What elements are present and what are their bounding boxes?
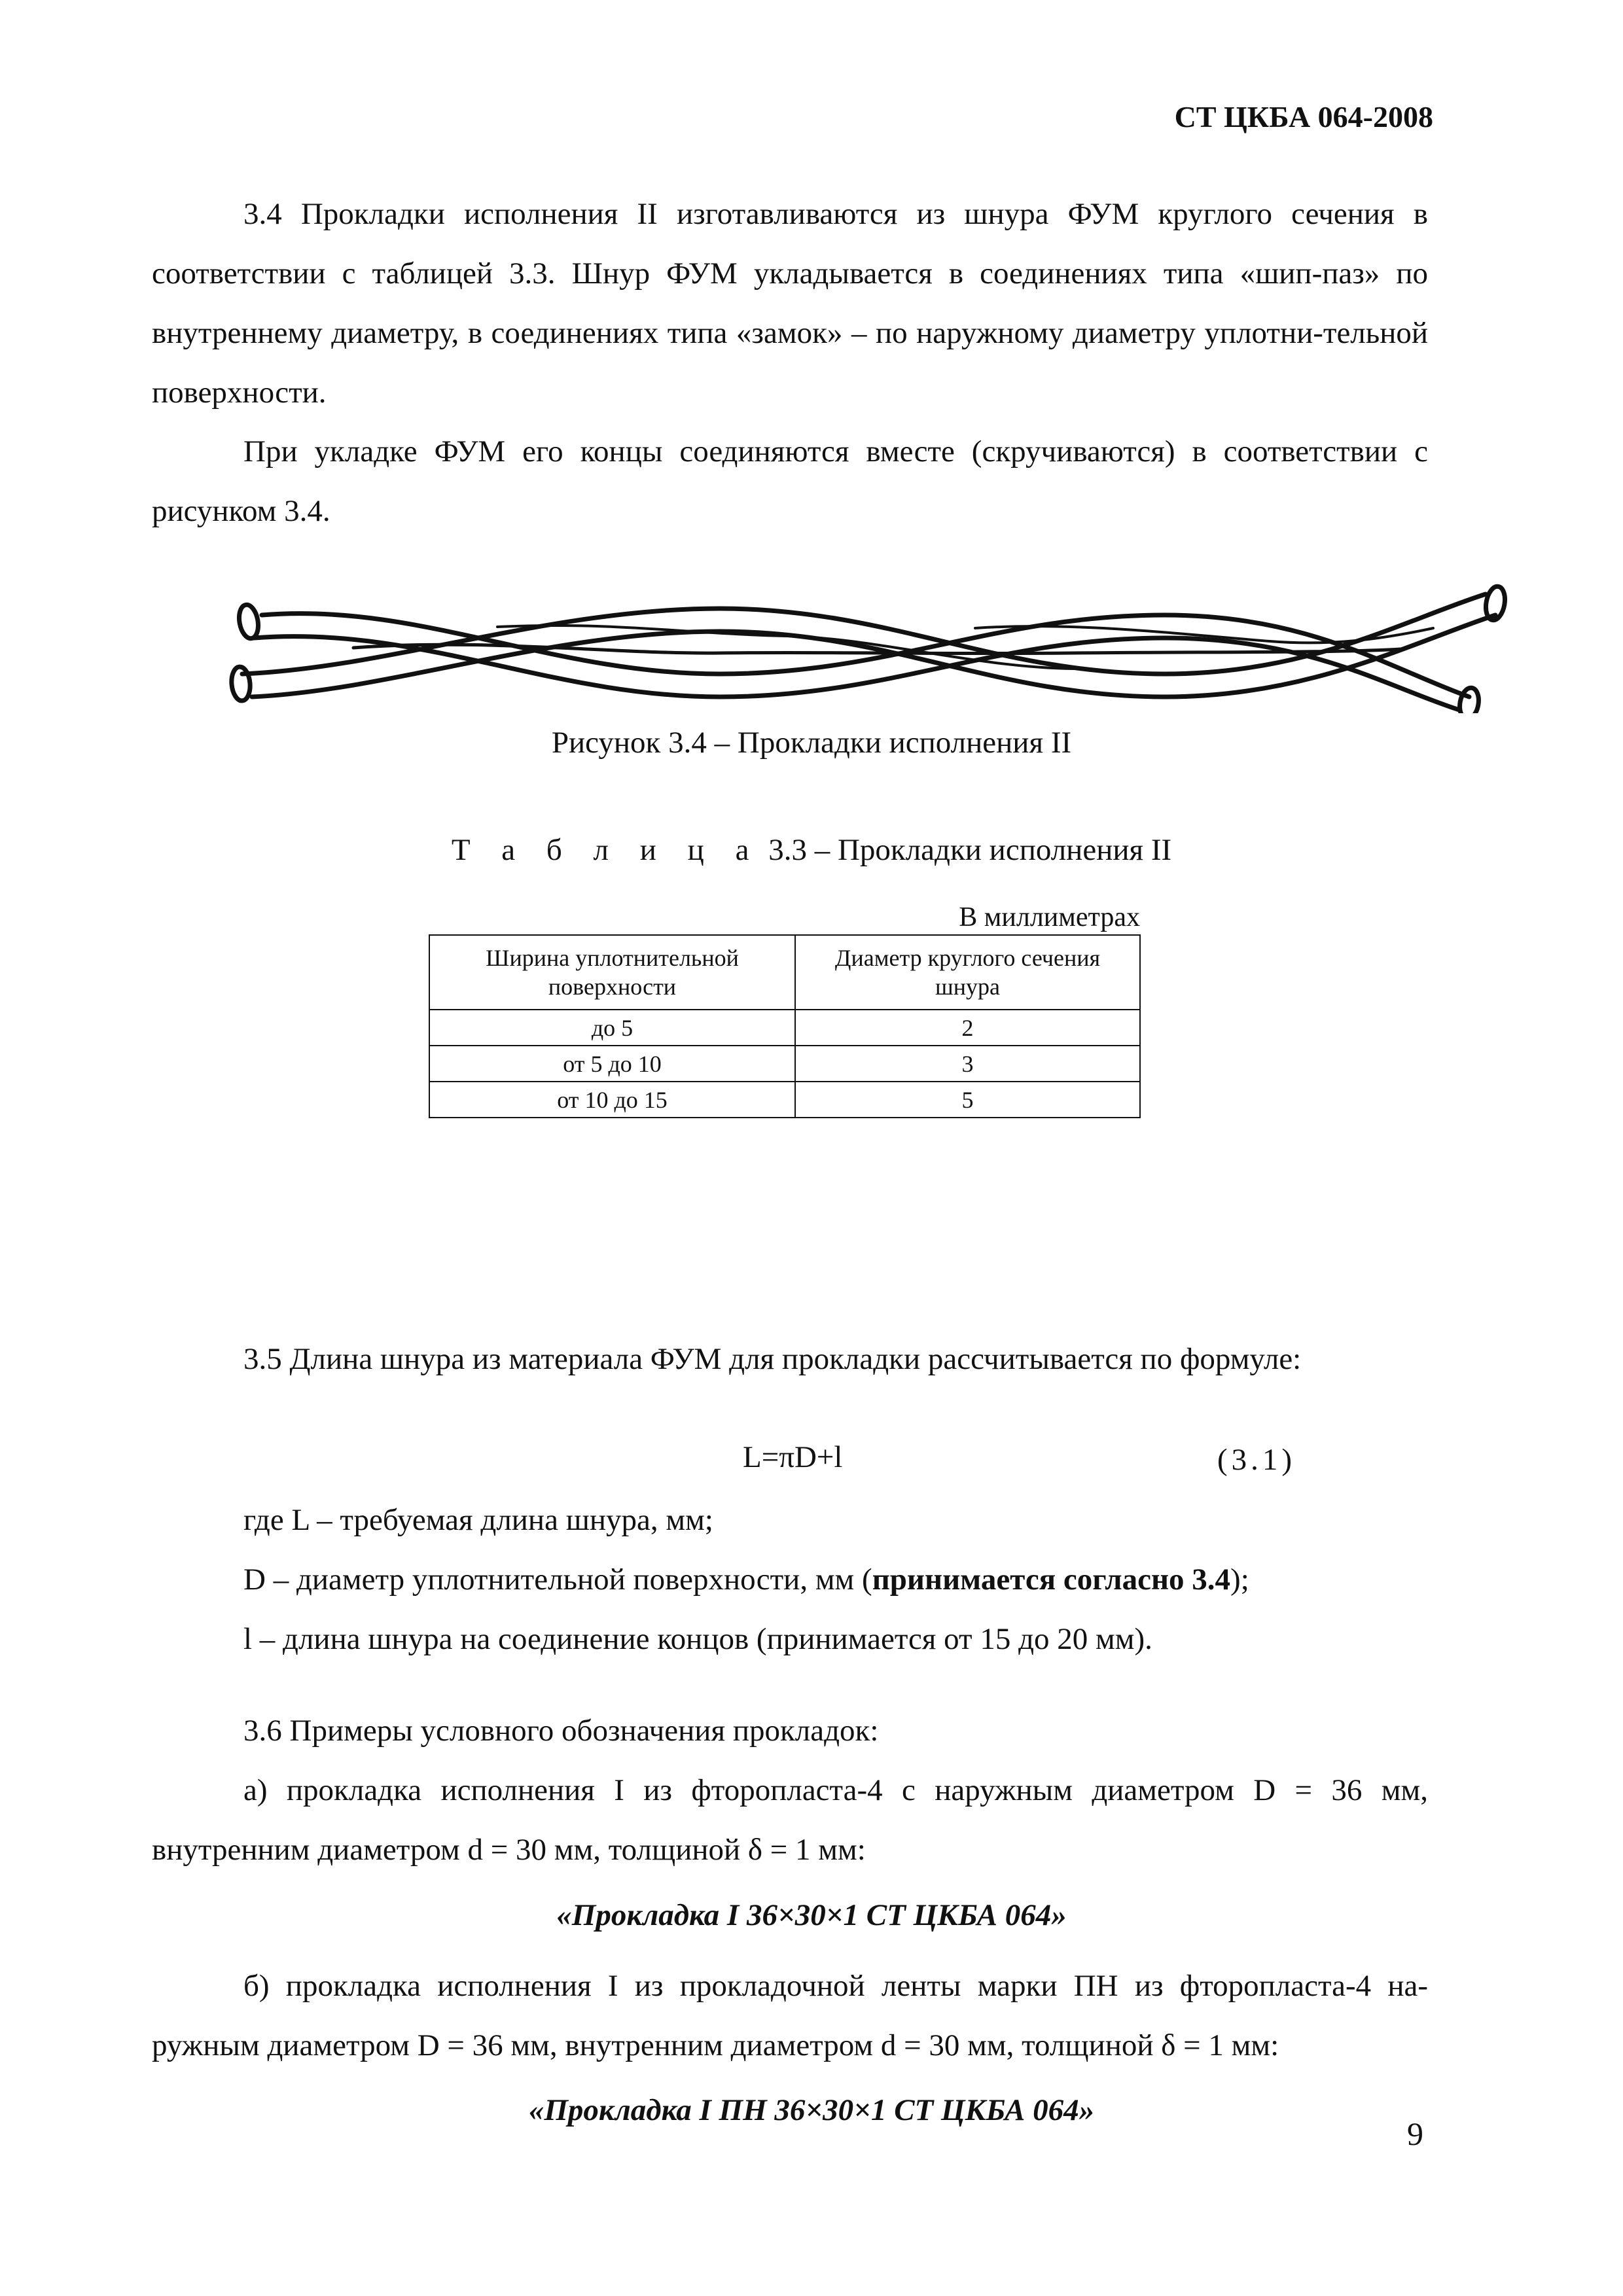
section-3-4-paragraph: 3.4 Прокладки исполнения II изготавливаются из шнура ФУМ круглого сечения в соответствии с таблицей 3.3. Шнур ФУМ укладывается в соединениях типа «шип-паз» по внутреннему диаметру, в соединениях типа «замок» – по наружному диаметру уплотни-тельной поверхности. xyxy=(152,197,1428,410)
cell-diameter: 5 xyxy=(795,1082,1140,1118)
formula: L=πD+l xyxy=(743,1440,843,1474)
where-D-bold: принимается согласно 3.4 xyxy=(872,1563,1231,1597)
formula-number: (3.1) xyxy=(1217,1443,1296,1477)
header-surface-width: Ширина уплотнительной поверхности xyxy=(429,935,795,1010)
cord-end-left-top xyxy=(237,603,261,640)
twisted-cord-figure xyxy=(223,576,1518,713)
figure-caption: Рисунок 3.4 – Прокладки исполнения II xyxy=(551,726,1072,760)
example-a-designation: «Прокладка I 36×30×1 СТ ЦКБА 064» xyxy=(556,1898,1067,1932)
cord-end-right-bottom xyxy=(1457,686,1481,713)
where-D-text: D – диаметр уплотнительной поверхности, мм ( xyxy=(243,1563,872,1597)
table-title-text: 3.3 – Прокладки исполнения II xyxy=(768,833,1172,867)
table-units: В миллиметрах xyxy=(959,902,1140,932)
where-l-line: l – длина шнура на соединение концов (принимается от 15 до 20 мм). xyxy=(243,1622,1152,1656)
example-a-text: а) прокладка исполнения I из фторопласта-4 с наружным диаметром D = 36 мм, внутренним диаметром d = 30 мм, толщиной δ = 1 мм: xyxy=(152,1773,1428,1867)
table-row xyxy=(429,1010,1140,1046)
section-3-6-title: 3.6 Примеры условного обозначения прокладок: xyxy=(243,1714,879,1748)
table-label: Т а б л и ц а xyxy=(451,833,761,867)
document-code-header: СТ ЦКБА 064-2008 xyxy=(1174,100,1433,133)
header-cord-diameter: Диаметр круглого сечения шнура xyxy=(795,935,1140,1010)
cell-width: от 10 до 15 xyxy=(429,1082,795,1118)
cell-width: до 5 xyxy=(429,1010,795,1046)
where-D-line xyxy=(243,1550,1428,1610)
gasket-table xyxy=(429,934,1141,1118)
cord-end-left-bottom xyxy=(230,666,251,701)
example-b-text: б) прокладка исполнения I из прокладочной ленты марки ПН из фторопласта-4 на-ружным диаметром D = 36 мм, внутренним диаметром d = 30 мм, толщиной δ = 1 мм: xyxy=(152,1969,1428,2062)
section-3-4-paragraph-2: При укладке ФУМ его концы соединяются вместе (скручиваются) в соответствии с рисунком 3.4. xyxy=(152,434,1428,528)
example-b-designation: «Прокладка I ПН 36×30×1 СТ ЦКБА 064» xyxy=(528,2093,1095,2127)
cell-diameter: 3 xyxy=(795,1046,1140,1082)
where-L-line: где L – требуемая длина шнура, мм; xyxy=(243,1503,713,1537)
section-3-5-paragraph: 3.5 Длина шнура из материала ФУМ для прокладки рассчитывается по формуле: xyxy=(243,1342,1302,1376)
cell-diameter: 2 xyxy=(795,1010,1140,1046)
table-title xyxy=(0,832,1623,868)
table-row xyxy=(429,1046,1140,1082)
where-D-end: ); xyxy=(1230,1563,1249,1597)
table-header-row xyxy=(429,935,1140,1010)
cell-width: от 5 до 10 xyxy=(429,1046,795,1082)
page-number: 9 xyxy=(1407,2115,1423,2152)
table-row xyxy=(429,1082,1140,1118)
